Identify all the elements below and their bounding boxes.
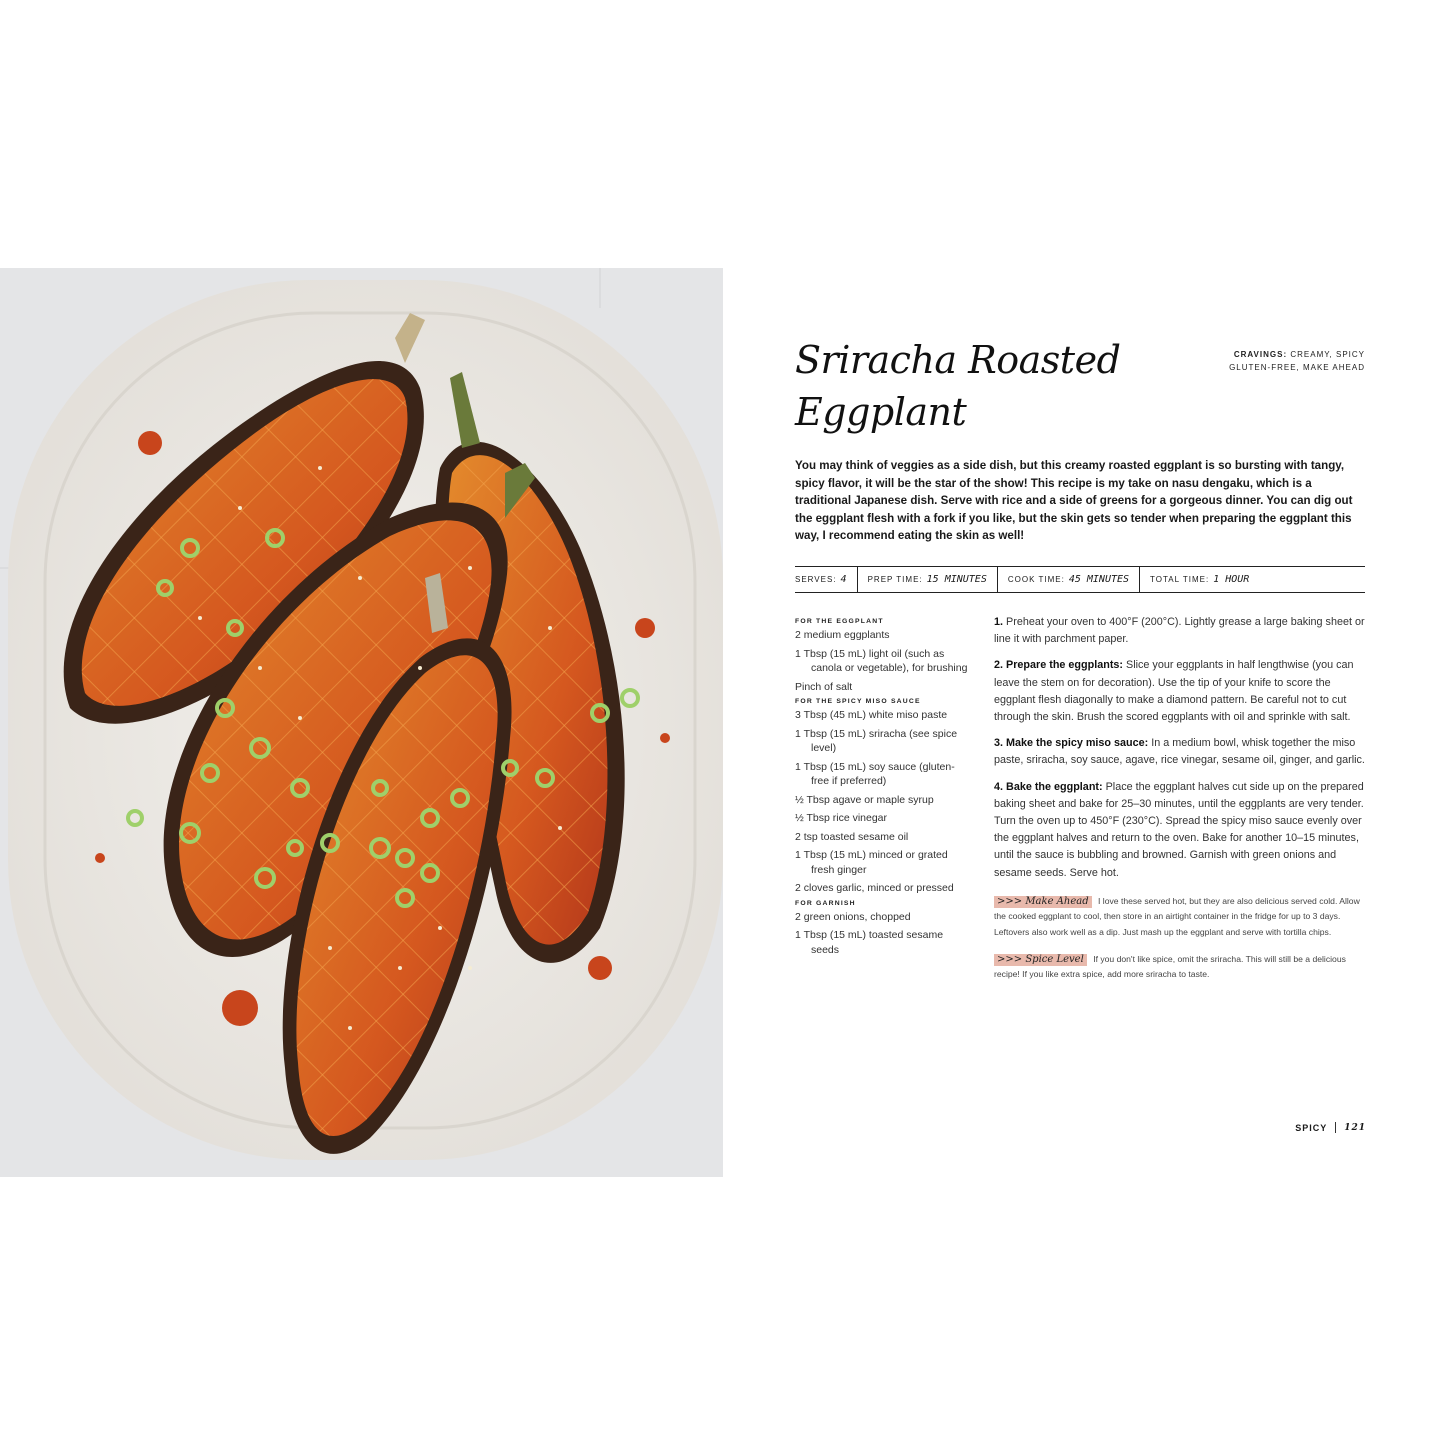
cook-time-value: 45 MINUTES [1068, 574, 1130, 585]
prep-time-label: PREP TIME: [867, 575, 923, 584]
ingredient-group-label: FOR THE EGGPLANT [795, 618, 884, 625]
make-ahead-text: I love these served hot, but they are also delicious served cold. Allow the cooked eggplant to cool, then store in an airtight container in the fridge for up to 3 days. Leftovers also work well as a dip. Just mash up the eggplant and serve with tortilla chips. [994, 895, 1360, 937]
footer-divider [1335, 1122, 1336, 1133]
ingredient-item: 2 tsp toasted sesame oil [795, 830, 909, 843]
prep-time-value: 15 MINUTES [926, 574, 987, 585]
recipe-title-line-1: Sriracha Roasted [795, 338, 1121, 382]
ingredient-item: 1 Tbsp (15 mL) minced or grated fresh ginger [795, 849, 948, 876]
cravings-tags [1229, 348, 1365, 374]
step-heading: Prepare the eggplants: [1006, 659, 1124, 672]
ingredient-item: ½ Tbsp rice vinegar [795, 812, 888, 824]
total-time-value: 1 HOUR [1213, 574, 1250, 585]
ingredient-item: 2 green onions, chopped [795, 910, 911, 923]
step-heading: Bake the eggplant: [1006, 780, 1103, 793]
make-ahead-tag: >>> Make Ahead [994, 896, 1092, 908]
step-heading: Make the spicy miso sauce: [1006, 737, 1149, 750]
recipe-intro: You may think of veggies as a side dish, but this creamy roasted eggplant is so bursting with tangy, spicy flavor, it will be the star of the show! This recipe is my take on nasu dengaku, which is a traditional Japanese dish. Serve with rice and a side of greens for a gorgeous dinner. You can dig out the eggplant flesh with a fork if you like, but the skin gets so tender when preparing the eggplant this way, I recommend eating the skin as well! [795, 459, 1353, 543]
ingredient-item: 3 Tbsp (45 mL) white miso paste [795, 709, 948, 721]
ingredient-item: Pinch of salt [795, 680, 853, 693]
spice-level-tag: >>> Spice Level [994, 954, 1087, 966]
method-step [994, 614, 1366, 648]
ingredient-item: 1 Tbsp (15 mL) light oil (such as canola or vegetable), for brushing [795, 647, 968, 674]
spice-level-note [994, 952, 1366, 983]
step-number: 3. [994, 737, 1004, 750]
page-footer [1295, 1122, 1366, 1133]
ingredient-list [795, 614, 970, 961]
recipe-photo [0, 268, 723, 1177]
ingredient-item: 1 Tbsp (15 mL) toasted sesame seeds [795, 929, 944, 956]
step-number: 4. [994, 780, 1004, 793]
total-time-label: TOTAL TIME: [1150, 575, 1210, 584]
ingredient-item: 2 medium eggplants [795, 629, 890, 641]
cravings-line-2: GLUTEN-FREE, MAKE AHEAD [1229, 363, 1365, 372]
method-step [994, 735, 1366, 769]
step-number: 2. [994, 659, 1004, 672]
cook-time-label: COOK TIME: [1007, 575, 1065, 584]
eggplant-photo-illustration [0, 268, 723, 1177]
cook-time-cell [998, 567, 1140, 592]
step-text: Slice your eggplants in half lengthwise (you can leave the stem on for decoration). Use the tip of your knife to score the eggplant flesh diagonally to make a diamond pattern. Be careful not to cut through the skin. Brush the scored eggplants with oil and sprinkle with salt. [994, 659, 1354, 724]
page-number: 121 [1344, 1122, 1366, 1133]
method-steps [994, 614, 1366, 983]
section-label: SPICY [1295, 1122, 1328, 1133]
step-number: 1. [994, 616, 1004, 628]
serves-value: 4 [840, 574, 847, 585]
cravings-line-1: CREAMY, SPICY [1290, 350, 1365, 359]
method-step [994, 657, 1366, 726]
step-text: In a medium bowl, whisk together the miso paste, sriracha, soy sauce, agave, rice vinegar, sesame oil, ginger, and garlic. [994, 737, 1365, 767]
cravings-label: CRAVINGS: [1233, 350, 1288, 359]
make-ahead-note [994, 894, 1366, 940]
recipe-title-line-2: Eggplant [795, 390, 967, 434]
serves-label: SERVES: [795, 575, 837, 584]
step-text: Preheat your oven to 400°F (200°C). Lightly grease a large baking sheet or line it with parchment paper. [994, 616, 1365, 646]
spice-level-text: If you don't like spice, omit the sriracha. This will still be a delicious recipe! If you like extra spice, add more sriracha to taste. [994, 954, 1346, 980]
recipe-title [795, 334, 1215, 438]
ingredient-item: ½ Tbsp agave or maple syrup [795, 793, 934, 806]
total-time-cell [1140, 567, 1259, 592]
recipe-meta-bar [795, 566, 1365, 593]
ingredient-group-label: FOR THE SPICY MISO SAUCE [795, 698, 921, 705]
step-text: Place the eggplant halves cut side up on the prepared baking sheet and bake for 25–30 minutes, until the eggplants are very tender. Turn the oven up to 450°F (230°C). Spread the spicy miso sauce evenly over the eggplant halves and return to the oven. Bake for another 10–15 minutes, until the sauce is bubbling and browned. Garnish with green onions and sesame seeds. Serve hot. [994, 780, 1364, 879]
ingredient-item: 1 Tbsp (15 mL) sriracha (see spice level) [795, 727, 958, 754]
ingredient-item: 1 Tbsp (15 mL) soy sauce (gluten-free if preferred) [795, 760, 955, 787]
prep-time-cell [858, 567, 998, 592]
ingredient-group-label: FOR GARNISH [795, 899, 856, 907]
method-step [994, 779, 1366, 882]
serves-cell [795, 567, 858, 592]
ingredient-item: 2 cloves garlic, minced or pressed [795, 882, 954, 894]
